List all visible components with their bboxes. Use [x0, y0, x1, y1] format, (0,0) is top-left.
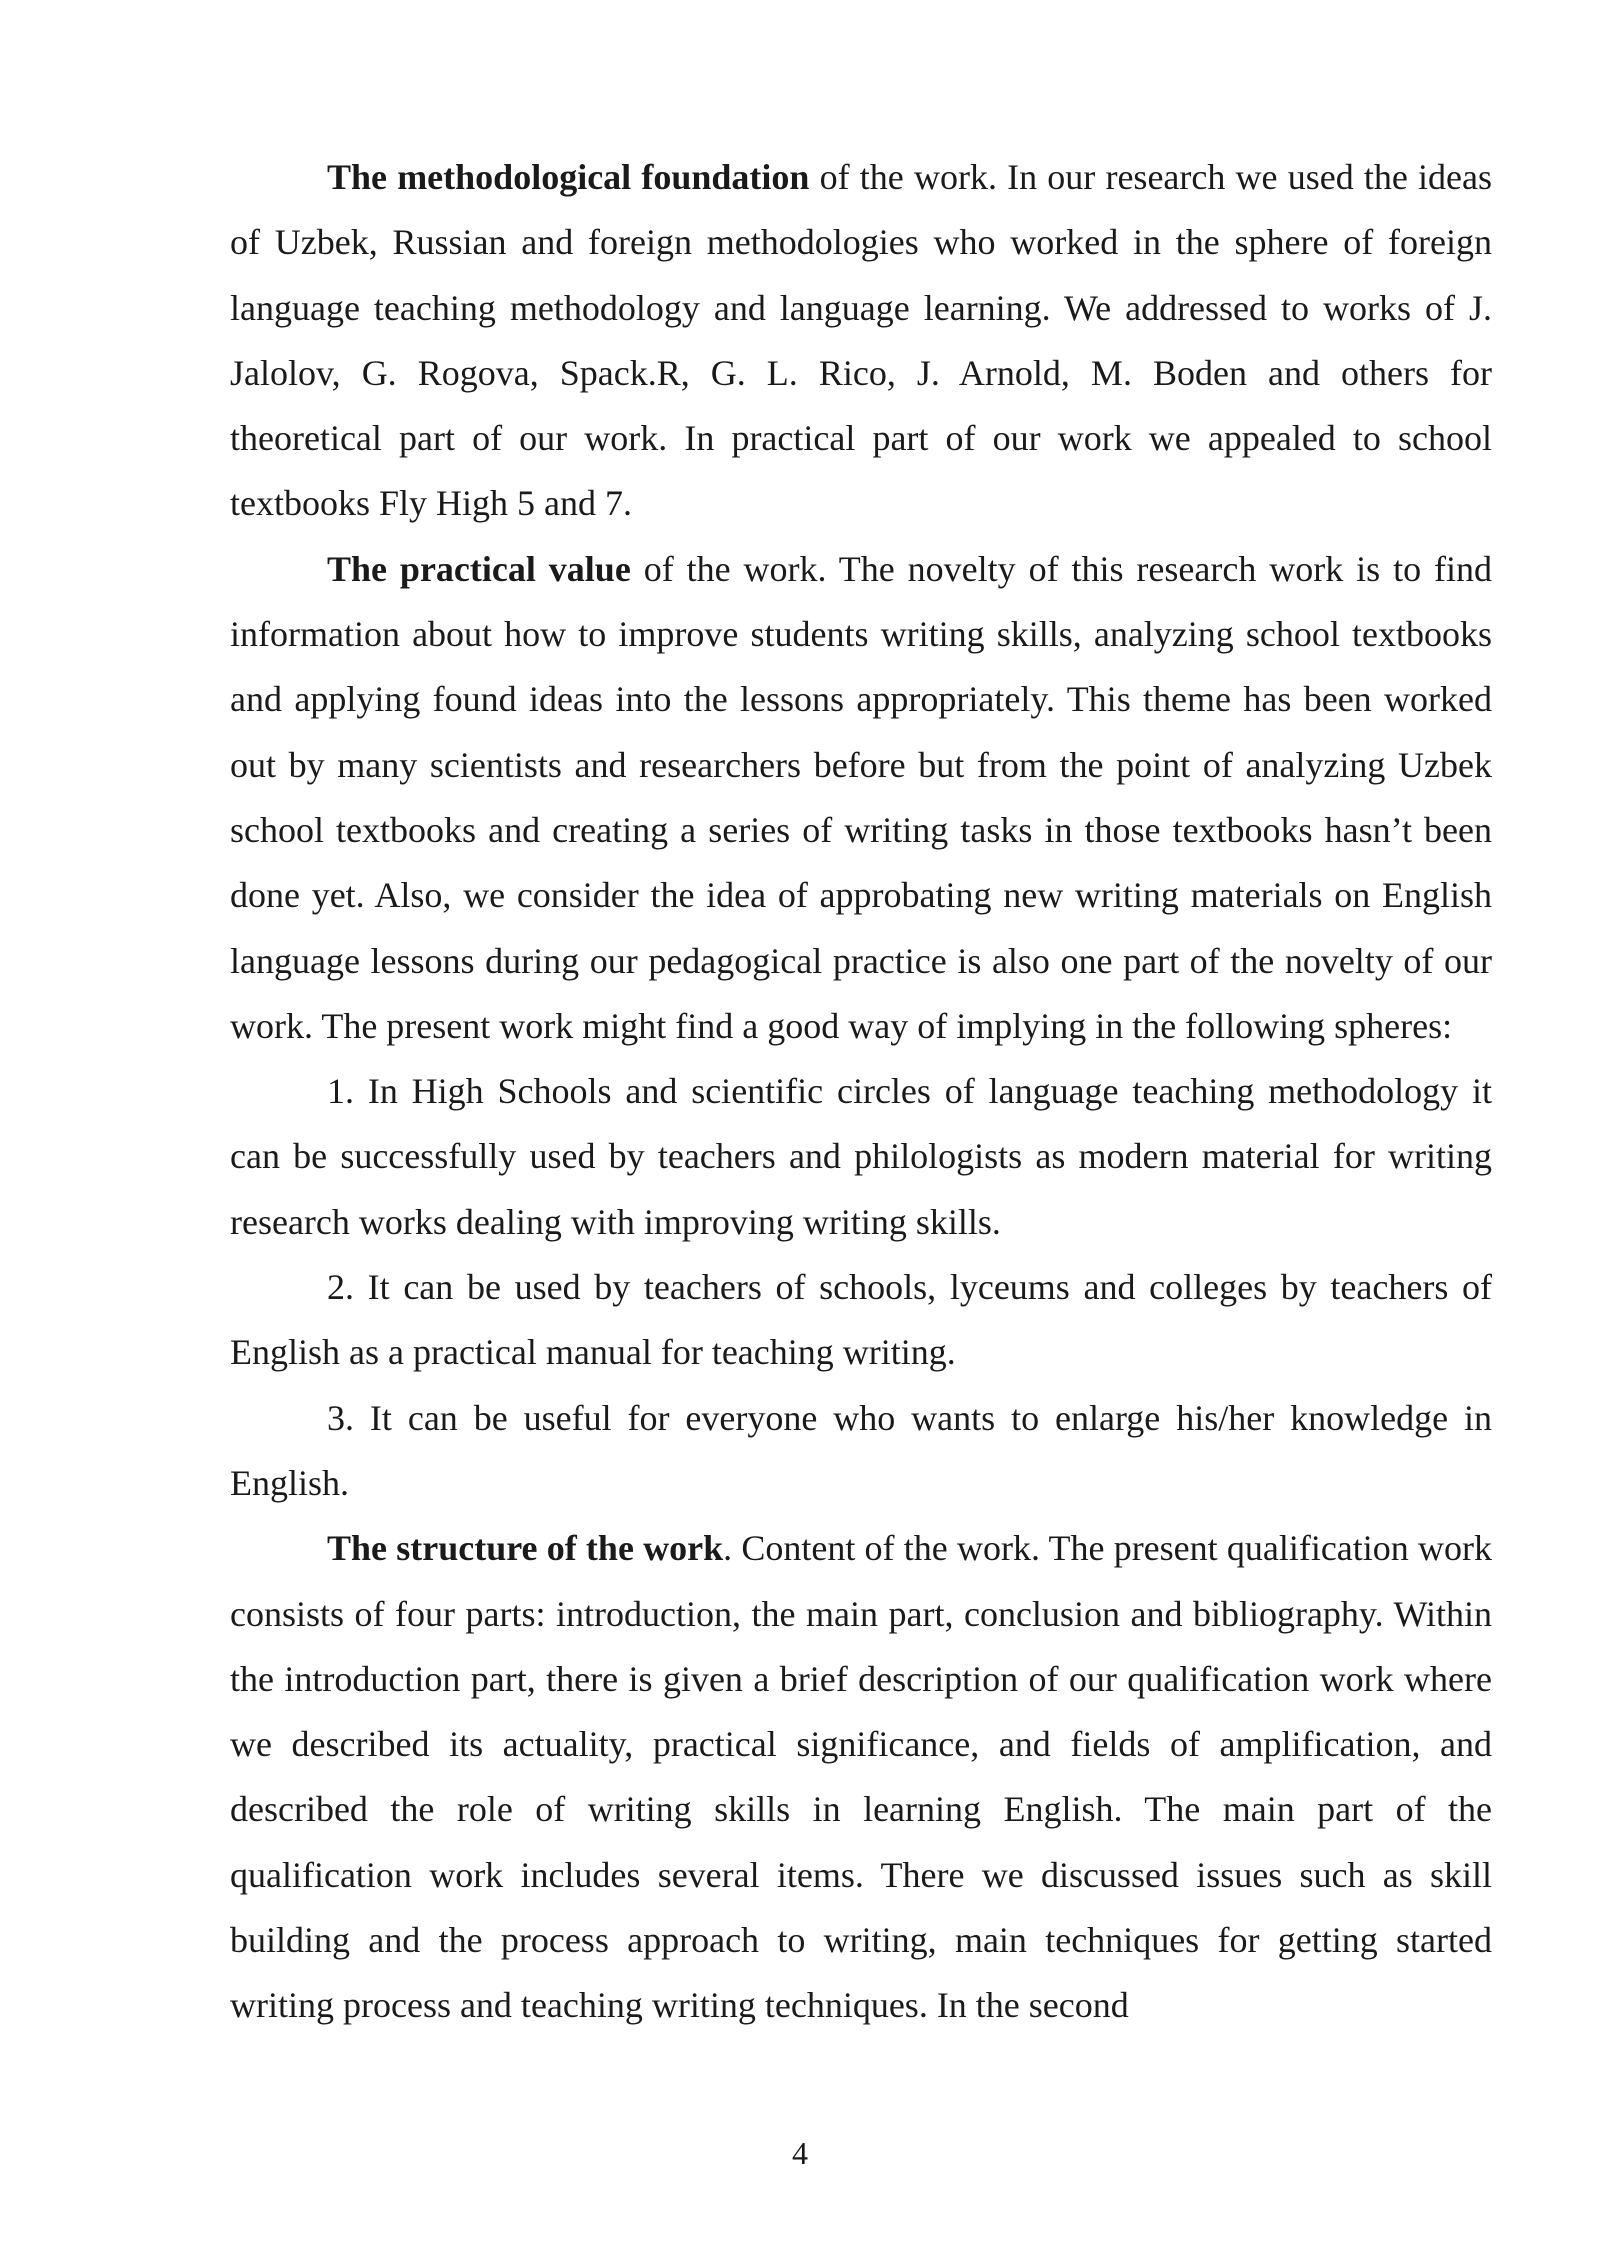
heading-structure-of-work: The structure of the work [327, 1528, 724, 1569]
list-item-text: 2. It can be used by teachers of schools, lyceums and colleges by teachers of English as a practical manual for teaching writing. [230, 1267, 1492, 1373]
paragraph-text: . Content of the work. The present qualification work consists of four parts: introduction, the main part, conclusion and bibliography. Within the introduction part, there is given a brief description of our qualification work where we described its actuality, practical significance, and fields of amplification, and described the role of writing skills in learning English. The main part of the qualification work includes several items. There we discussed issues such as skill building and the process approach to writing, main techniques for getting started writing process and teaching writing techniques. In the second [230, 1528, 1492, 2026]
list-item-text: 3. It can be useful for everyone who wants to enlarge his/her knowledge in English. [230, 1397, 1492, 1503]
paragraph-practical-value [230, 537, 1492, 1059]
list-item-2 [230, 1255, 1492, 1386]
heading-methodological-foundation: The methodological foundation [327, 157, 810, 197]
list-item-text: 1. In High Schools and scientific circles of language teaching methodology it can be successfully used by teachers and philologists as modern material for writing research works dealing with improving writing skills. [230, 1071, 1492, 1242]
list-item-1 [230, 1059, 1492, 1255]
page-number: 4 [792, 2135, 808, 2171]
body-text [230, 145, 1492, 2039]
paragraph-structure-of-work [230, 1516, 1492, 2038]
heading-practical-value: The practical value [327, 548, 631, 589]
paragraph-methodological-foundation [230, 145, 1492, 537]
paragraph-text: of the work. In our research we used the ideas of Uzbek, Russian and foreign methodologies who worked in the sphere of foreign language teaching methodology and language learning. We addressed to works of J. Jalolov, G. Rogova, Spack.R, G. L. Rico, J. Arnold, M. Boden and others for theoretical part of our work. In practical part of our work we appealed to school textbooks Fly High 5 and 7. [230, 157, 1493, 524]
paragraph-text: of the work. The novelty of this research work is to find information about how to improve students writing skills, analyzing school textbooks and applying found ideas into the lessons appropriately. This theme has been worked out by many scientists and researchers before but from the point of analyzing Uzbek school textbooks and creating a series of writing tasks in those textbooks hasn’t been done yet. Also, we consider the idea of approbating new writing materials on English language lessons during our pedagogical practice is also one part of the novelty of our work. The present work might find a good way of implying in the following spheres: [230, 548, 1492, 1046]
list-item-3 [230, 1386, 1492, 1517]
